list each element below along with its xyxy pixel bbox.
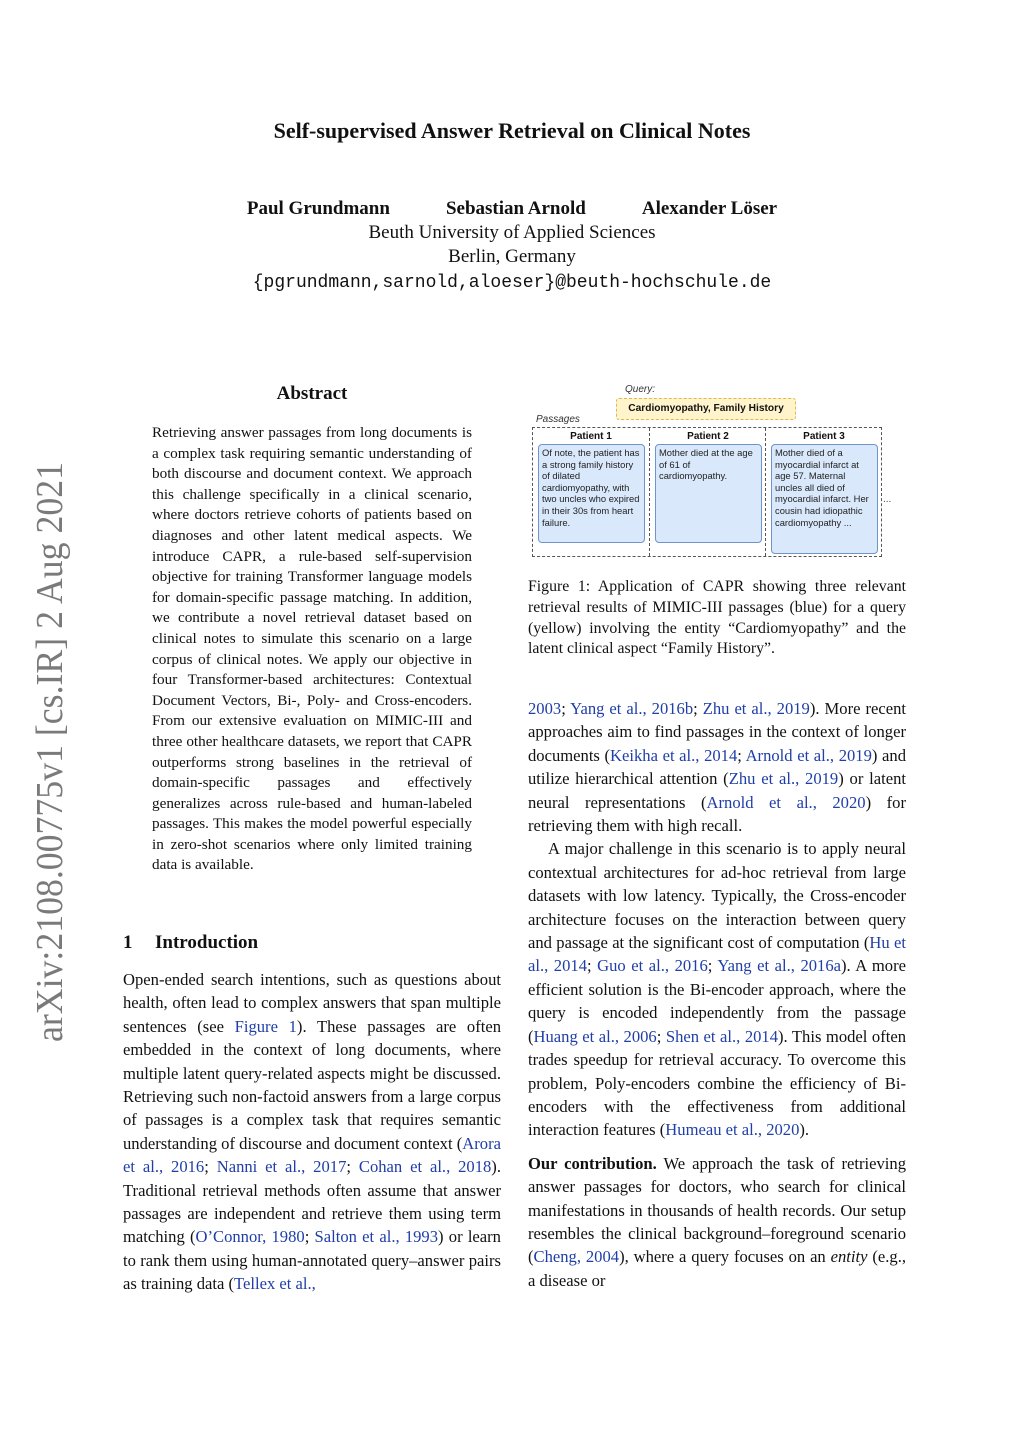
author-list [0, 197, 1024, 221]
figure-1 [528, 384, 908, 564]
patient-title: Patient 2 [687, 431, 729, 442]
passage-card: Mother died at the age of 61 of cardiomyopathy. [655, 444, 762, 543]
author-name: Sebastian Arnold [445, 198, 586, 219]
query-box: Cardiomyopathy, Family History [616, 398, 796, 420]
text-run: ; [346, 1157, 359, 1177]
intro-right-column [528, 697, 906, 1292]
text-run: ). Traditional retrieval methods often assume that answer passages are independent and retrieve them using term matching ( [123, 1157, 501, 1247]
abstract-text: Retrieving answer passages from long documents is a complex task requiring semantic understanding of both discourse and document context. We approach this challenge specifically in a clinical scenario, where doctors retrieve cohorts of patients based on diagnoses and other latent medical aspects. We introduce CAPR, a rule-based self-supervision objective for training Transformer language models for domain-specific passage matching. In addition, we contribute a novel retrieval dataset based on clinical notes to simulate this scenario on a large corpus of clinical notes. We apply our objective in four Transformer-based architectures: Contextual Document Vectors, Bi-, Poly- and Cross-encoders. From our extensive evaluation on MIMIC-III and three other healthcare datasets, we report that CAPR outperforms strong baselines in the retrieval of domain-specific passages and effectively generalizes across rule-based and human-labeled passages. This makes the model powerful especially in zero-shot scenarios where only limited training data is available. [152, 424, 472, 874]
text-run: ) or learn to rank them using human-annotated query–answer pairs as training data ( [123, 1227, 501, 1294]
citation-link[interactable]: Hu et al., 2014 [528, 933, 906, 976]
text-run: ). More recent approaches aim to find passages in the context of longer documents ( [528, 699, 906, 765]
citation-link[interactable]: Zhu et al., 2019 [702, 699, 810, 718]
citation-link[interactable]: Yang et al., 2016b [570, 699, 694, 718]
figure-caption: Figure 1: Application of CAPR showing three relevant retrieval results of MIMIC-III passages (blue) for a query (yellow) involving the entity “Cardiomyopathy” and the latent clinical aspect “Family History”. [528, 578, 906, 658]
citation-link[interactable]: Guo et al., 2016 [597, 956, 708, 976]
paragraph [123, 968, 501, 1296]
citation-link[interactable]: Nanni et al., 2017 [216, 1157, 347, 1177]
section-number: 1 [123, 932, 133, 953]
query-label: Query: [625, 384, 656, 395]
text-run: ; [693, 699, 703, 718]
text-run: ) for retrieving them with high recall. [528, 792, 906, 836]
citation-link[interactable]: Huang et al., 2006 [533, 1026, 657, 1046]
emphasis: entity [830, 1247, 868, 1267]
text-run: ), where a query focuses on an [619, 1247, 831, 1267]
citation-link[interactable]: Tellex et al., [234, 1274, 316, 1294]
text-run: We approach the task of retrieving answer passages for doctors, who search for clinical manifestations in thousands of health records. Our setup resembles the clinical background–foreground scenario ( [528, 1153, 906, 1267]
abstract-heading: Abstract [276, 383, 348, 404]
text-run: ) and utilize hierarchical attention ( [528, 745, 906, 789]
author-name: Paul Grundmann [246, 198, 390, 219]
author-name: Alexander Löser [641, 198, 778, 219]
passages-frame [532, 427, 882, 557]
author-block [0, 197, 1024, 295]
paper-title: Self-supervised Answer Retrieval on Clinical Notes [273, 118, 751, 143]
patient-column [649, 428, 766, 556]
text-run: ; [587, 956, 598, 976]
text-run: (e.g., a disease or [528, 1247, 906, 1290]
more-passages-ellipsis: ... [883, 494, 892, 505]
citation-link[interactable]: Arnold et al., 2020 [706, 792, 866, 812]
text-run: A major challenge in this scenario is to apply neural contextual architectures for ad-hoc retrieval from large datasets with low latency. Typically, the Cross-encoder architecture focuses on the interaction between query and passage at the significant cost of computation ( [528, 839, 906, 953]
arxiv-identifier: arXiv:2108.00775v1 [cs.IR] 2 Aug 2021 [29, 425, 71, 1042]
patient-column [533, 428, 649, 556]
patient-column [765, 428, 882, 556]
figure-reference-link[interactable]: Figure 1 [234, 1016, 297, 1036]
paragraph [528, 837, 906, 1141]
text-run: ; [304, 1227, 315, 1247]
citation-link[interactable]: Cheng, 2004 [533, 1247, 620, 1267]
text-run: ). A more efficient solution is the Bi-encoder approach, where the query is encoded independently from the passage ( [528, 956, 906, 1046]
text-run: ; [561, 699, 571, 718]
text-run: ; [204, 1157, 217, 1177]
citation-link[interactable]: Shen et al., 2014 [665, 1026, 779, 1046]
text-run: ; [656, 1026, 666, 1046]
intro-left-column [123, 968, 501, 1296]
affiliation: Beuth University of Applied Sciences [368, 222, 656, 243]
patient-title: Patient 1 [570, 431, 612, 442]
citation-link[interactable]: Salton et al., 1993 [314, 1227, 439, 1247]
text-run: ). [799, 1120, 810, 1140]
text-run: ). These passages are often embedded in the context of long documents, where multiple latent query-related aspects might be discussed. Retrieving such non-factoid answers from a large corpus of passages is a complex task that requires semantic understanding of discourse and document context ( [123, 1016, 501, 1153]
location: Berlin, Germany [448, 246, 576, 267]
citation-link[interactable]: Humeau et al., 2020 [665, 1120, 800, 1140]
author-emails[interactable]: {pgrundmann,sarnold,aloeser}@beuth-hochschule.de [252, 273, 772, 293]
citation-link[interactable]: Cohan et al., 2018 [358, 1157, 492, 1177]
citation-link[interactable]: O’Connor, 1980 [195, 1227, 305, 1247]
citation-link[interactable]: Zhu et al., 2019 [728, 769, 839, 789]
passage-card: Mother died of a myocardial infarct at age 57. Maternal uncles all died of myocardial infarct. Her cousin had idiopathic cardiomyopathy ... [771, 444, 878, 554]
citation-link[interactable]: Keikha et al., 2014 [610, 745, 738, 765]
patient-title: Patient 3 [803, 431, 845, 442]
passages-label: Passages [536, 414, 580, 425]
paragraph [528, 697, 906, 837]
text-run: ; [707, 956, 718, 976]
section-title: Introduction [155, 932, 259, 953]
text-run: ; [737, 745, 746, 765]
citation-link[interactable]: 2003 [528, 699, 562, 718]
text-run: Open-ended search intentions, such as questions about health, often lead to complex answers that span multiple sentences (see [123, 970, 501, 1036]
citation-link[interactable]: Arora et al., 2016 [123, 1133, 501, 1177]
passage-card: Of note, the patient has a strong family history of dilated cardiomyopathy, with two uncles who expired in their 30s from heart failure. [538, 444, 645, 543]
citation-link[interactable]: Arnold et al., 2019 [745, 745, 872, 765]
text-run: ). This model often trades speedup for retrieval accuracy. To overcome this problem, Poly-encoders combine the efficiency of Bi-encoders with the effectiveness from additional interaction features ( [528, 1026, 906, 1140]
citation-link[interactable]: Yang et al., 2016a [717, 956, 841, 976]
section-heading [123, 932, 258, 954]
paragraph-runin-heading: Our contribution. [528, 1153, 657, 1173]
text-run: ) or latent neural representations ( [528, 769, 906, 812]
paragraph [528, 1152, 906, 1292]
